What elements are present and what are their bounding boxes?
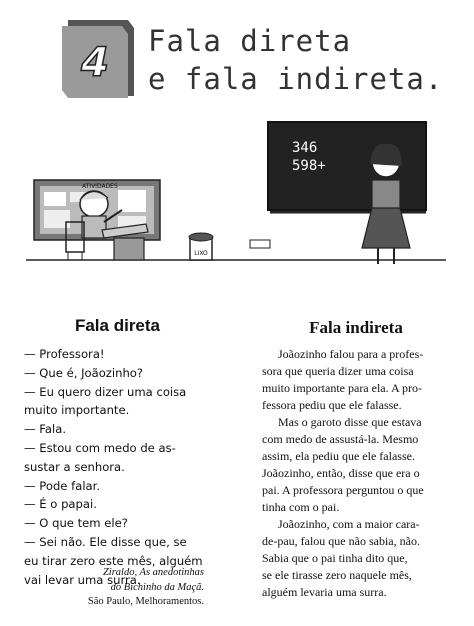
- narrative-line: pai. A professora perguntou o que: [262, 483, 424, 497]
- chapter-title-line-1: Fala direta: [148, 24, 352, 58]
- dialogue-line: — O que tem ele?: [24, 516, 128, 531]
- direct-speech-dialogue: [24, 345, 214, 589]
- dialogue-line: — Sei não. Ele disse que, se: [24, 534, 187, 549]
- board-number-1: 346: [292, 140, 318, 156]
- chapter-title: [148, 22, 468, 98]
- narrative-line: muito importante para ela. A pro-: [262, 381, 422, 395]
- chapter-title-line-2: e fala indireta.: [148, 62, 444, 96]
- dialogue-line: — Que é, Joãozinho?: [24, 365, 144, 380]
- narrative-line: com medo de assustá-la. Mesmo: [262, 432, 419, 446]
- credit-line: do Bichinho da Maçã.: [110, 581, 204, 593]
- chapter-number: 4: [81, 40, 109, 86]
- dialogue-line: — Estou com medo de as-: [24, 440, 176, 455]
- narrative-line: alguém levaria uma surra.: [262, 585, 387, 599]
- dialogue-line: — Professora!: [24, 347, 105, 361]
- narrative-line: Sabia que o pai tinha dito que,: [262, 551, 408, 565]
- narrative-line: Joãozinho, então, disse que era o: [262, 466, 420, 480]
- dialogue-line: eu tirar zero este mês, alguém: [24, 553, 203, 568]
- bin-label: LIXO: [194, 250, 208, 257]
- narrative-line: sora que queria dizer uma coisa: [262, 364, 414, 378]
- narrative-line: fessora pediu que ele falasse.: [262, 398, 402, 412]
- credit-line: Ziraldo, As anedotinhas: [102, 567, 204, 578]
- chapter-number-badge: [62, 18, 134, 98]
- wall-outlet: [250, 240, 270, 248]
- narrative-line: Joãozinho, com a maior cara-: [278, 517, 420, 531]
- chalkboard: [268, 122, 426, 212]
- dialogue-line: — Fala.: [24, 422, 66, 437]
- indirect-speech-text: [262, 346, 454, 601]
- narrative-line: de-pau, falou que não sabia, não.: [262, 534, 420, 548]
- indirect-speech-title: Fala indireta: [309, 318, 403, 337]
- board-number-2: 598+: [292, 158, 326, 174]
- poster-label: ATIVIDADES: [82, 183, 118, 190]
- trash-bin: [189, 233, 213, 260]
- credit-line: São Paulo, Melhoramentos.: [87, 596, 204, 607]
- narrative-line: Mas o garoto disse que estava: [278, 415, 422, 429]
- dialogue-line: — É o papai.: [24, 497, 97, 512]
- dialogue-line: — Pode falar.: [24, 478, 101, 493]
- source-credit: [40, 566, 204, 610]
- dialogue-line: muito importante.: [24, 403, 130, 418]
- dialogue-line: — Eu quero dizer uma coisa: [24, 384, 187, 399]
- dialogue-line: vai levar uma surra.: [24, 572, 141, 587]
- classroom-illustration: [26, 112, 456, 292]
- narrative-line: se ele tirasse zero naquele mês,: [262, 568, 412, 582]
- direct-speech-title: Fala direta: [74, 316, 161, 335]
- dialogue-line: sustar a senhora.: [24, 459, 125, 474]
- narrative-line: Joãozinho falou para a profes-: [278, 347, 424, 361]
- narrative-line: assim, ela pediu que ele falasse.: [262, 449, 415, 463]
- narrative-line: tinha com o pai.: [262, 500, 340, 514]
